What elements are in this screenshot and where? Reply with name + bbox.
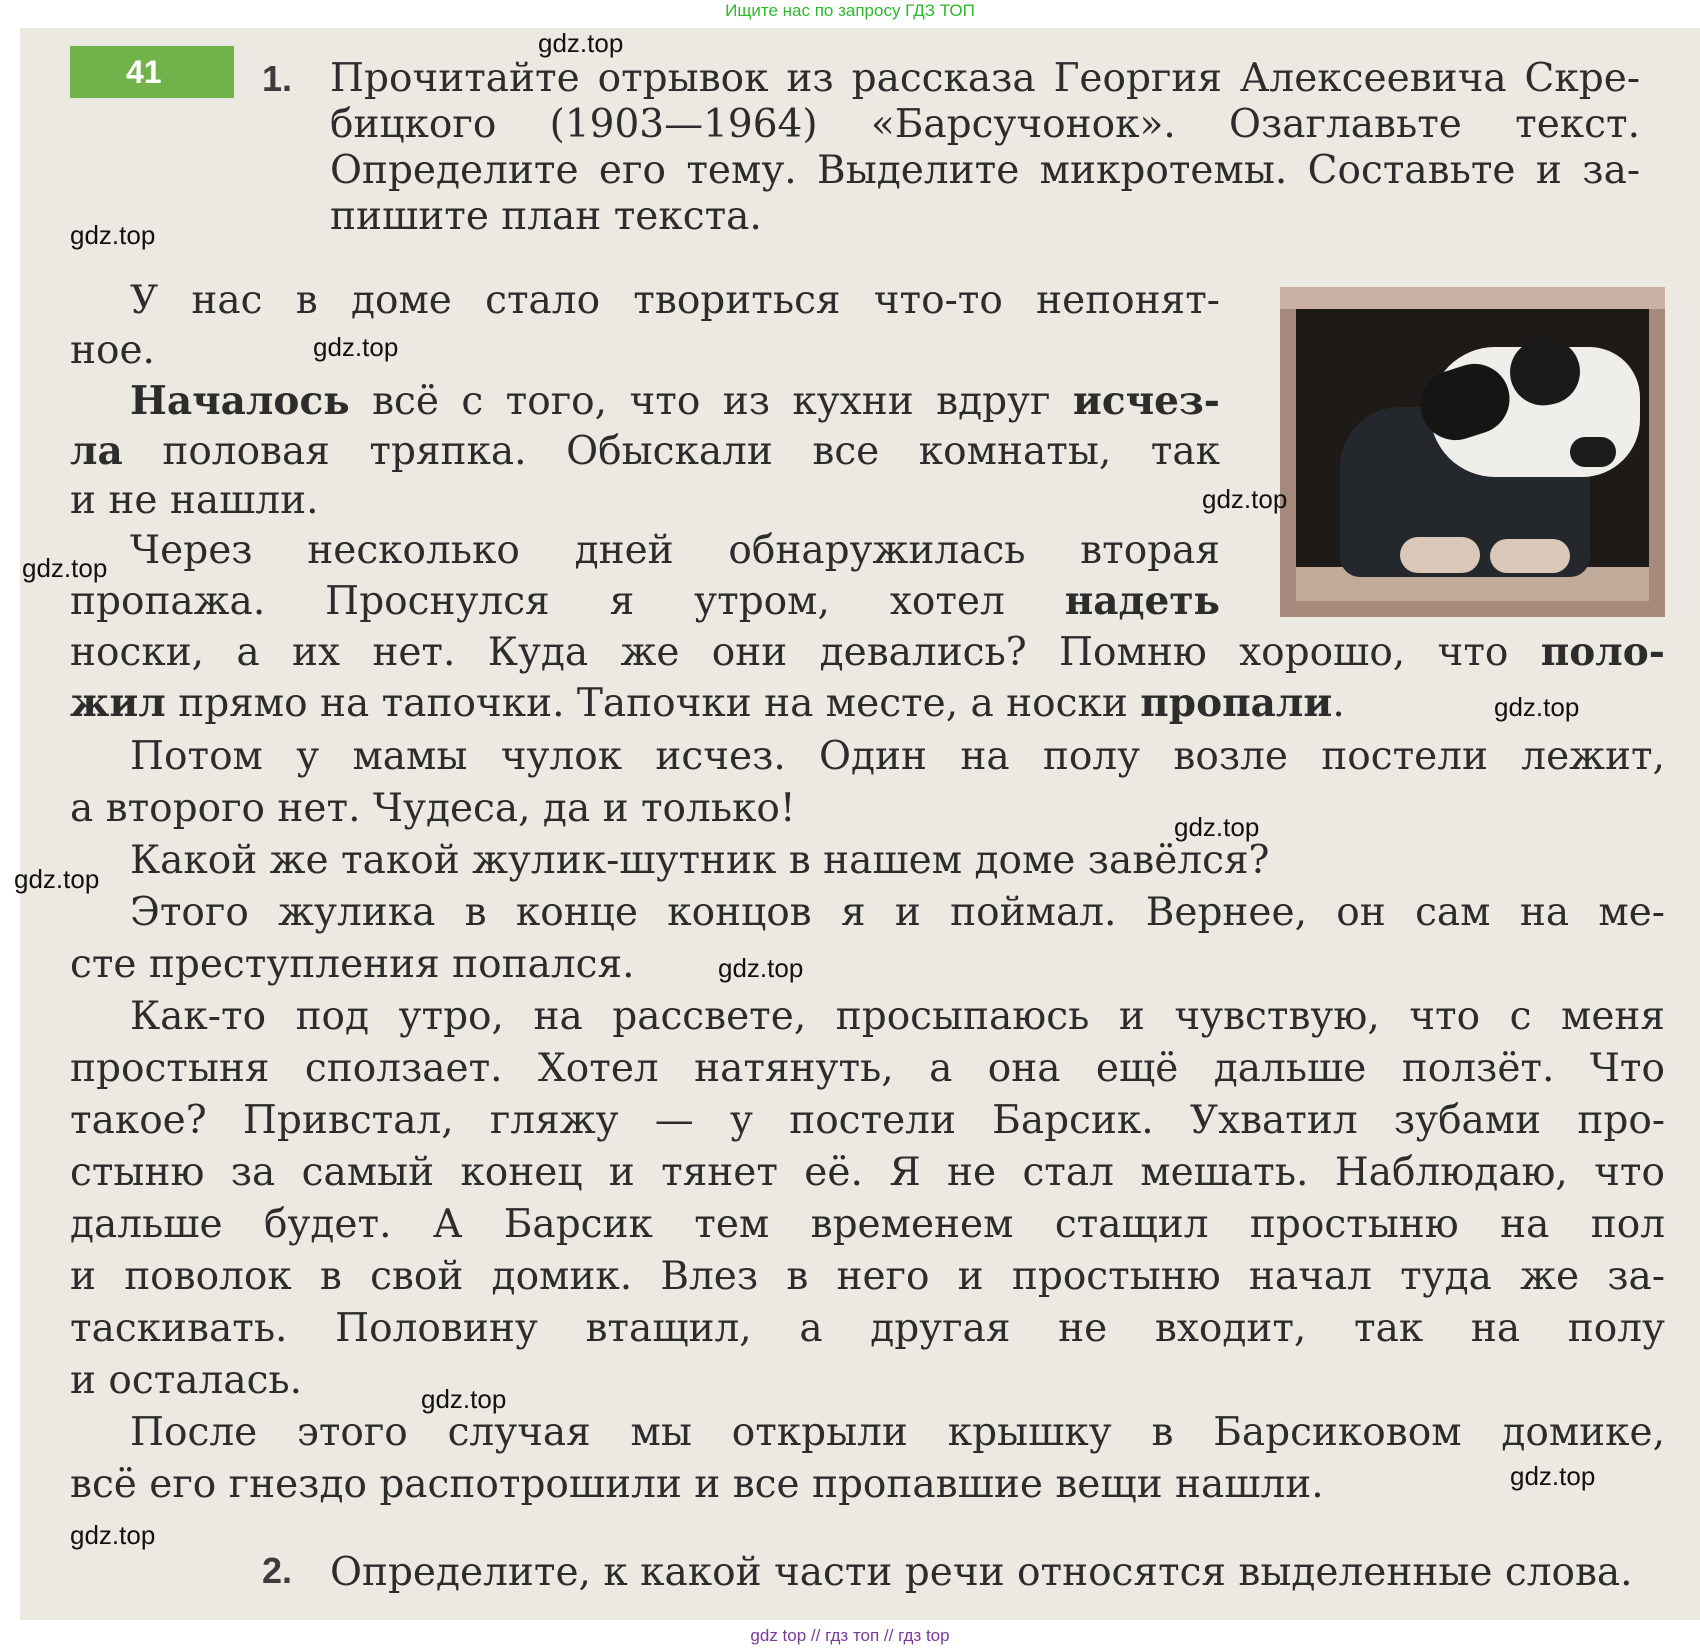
task2-number: 2. — [262, 1550, 293, 1591]
text-line: Началось всё с того, что из кухни вдруг исчез- — [130, 378, 1220, 424]
text-line: После этого случая мы открыли крышку в Барсиковом домике, — [130, 1410, 1665, 1455]
task1-line-2: бицкого (1903—1964) «Барсучонок». Озаглавьте текст. — [330, 102, 1640, 147]
text-line: жил прямо на тапочки. Тапочки на месте, а носки пропали. — [70, 680, 1345, 726]
text-line: простыня сползает. Хотел натянуть, а она ещё дальше ползёт. Что — [70, 1046, 1665, 1091]
text-line: таскивать. Половину втащил, а другая не входит, так на полу — [70, 1306, 1665, 1351]
highlighted-word: жил — [70, 680, 166, 726]
watermark: gdz.top — [70, 220, 156, 250]
watermark: gdz.top — [538, 28, 624, 58]
highlighted-word: надеть — [1064, 578, 1220, 624]
text-line: дальше будет. А Барсик тем временем стащил простыню на пол — [70, 1202, 1665, 1247]
exercise-number: 41 — [126, 53, 162, 90]
watermark: gdz.top — [70, 1520, 156, 1550]
watermark: gdz.top — [14, 864, 100, 894]
text-line: а второго нет. Чудеса, да и только! — [70, 786, 796, 831]
highlighted-word: Началось — [130, 378, 350, 424]
task1-number: 1. — [262, 58, 293, 99]
task2-text: Определите, к какой части речи относятся выделенные слова. — [330, 1550, 1633, 1595]
text-line: стыню за самый конец и тянет её. Я не стал мешать. Наблюдаю, что — [70, 1150, 1665, 1195]
watermark: gdz.top — [1510, 1461, 1596, 1491]
text-line: Этого жулика в конце концов я и поймал. Вернее, он сам на ме- — [130, 890, 1665, 935]
watermark: gdz.top — [22, 553, 108, 583]
task1-line-1: Прочитайте отрывок из рассказа Георгия Алексеевича Скре- — [330, 56, 1640, 101]
text-line: Потом у мамы чулок исчез. Один на полу возле постели лежит, — [130, 734, 1665, 779]
watermark: gdz.top — [1202, 484, 1288, 514]
top-banner: Ищите нас по запросу ГДЗ ТОП — [725, 1, 975, 20]
text-line: сте преступления попался. — [70, 942, 635, 987]
text-line: пропажа. Проснулся я утром, хотел надеть — [70, 578, 1220, 624]
exercise-number-badge — [70, 46, 234, 98]
text-line: ное. — [70, 328, 155, 373]
watermark: gdz.top — [313, 332, 399, 362]
task1-line-4: пишите план текста. — [330, 194, 762, 239]
text-line: и поволок в свой домик. Влез в него и простыню начал туда же за- — [70, 1254, 1665, 1299]
text-line: Через несколько дней обнаружилась вторая — [130, 528, 1220, 573]
text-line: Какой же такой жулик-шутник в нашем доме завёлся? — [130, 838, 1270, 883]
watermark: gdz.top — [1494, 692, 1580, 722]
watermark: gdz.top — [718, 953, 804, 983]
text-line: носки, а их нет. Куда же они девались? Помню хорошо, что поло- — [70, 629, 1665, 675]
badger-photo — [1280, 287, 1665, 617]
text-line: и осталась. — [70, 1358, 303, 1403]
text-line: ла половая тряпка. Обыскали все комнаты, так — [70, 428, 1220, 474]
highlighted-word: поло- — [1540, 629, 1665, 675]
highlighted-word: ла — [70, 428, 123, 474]
highlighted-word: исчез- — [1072, 378, 1220, 424]
highlighted-word: пропали — [1140, 680, 1333, 726]
bottom-banner: gdz top // гдз топ // гдз top — [750, 1626, 950, 1645]
watermark: gdz.top — [421, 1384, 507, 1414]
task1-line-3: Определите его тему. Выделите микротемы. Составьте и за- — [330, 148, 1640, 193]
text-line: У нас в доме стало твориться что-то непонят- — [130, 278, 1220, 323]
watermark: gdz.top — [1174, 812, 1260, 842]
text-line: и не нашли. — [70, 478, 319, 523]
text-line: такое? Привстал, гляжу — у постели Барсик. Ухватил зубами про- — [70, 1098, 1665, 1143]
text-line: всё его гнездо распотрошили и все пропавшие вещи нашли. — [70, 1462, 1324, 1507]
text-line: Как-то под утро, на рассвете, просыпаюсь и чувствую, что с меня — [130, 994, 1665, 1039]
